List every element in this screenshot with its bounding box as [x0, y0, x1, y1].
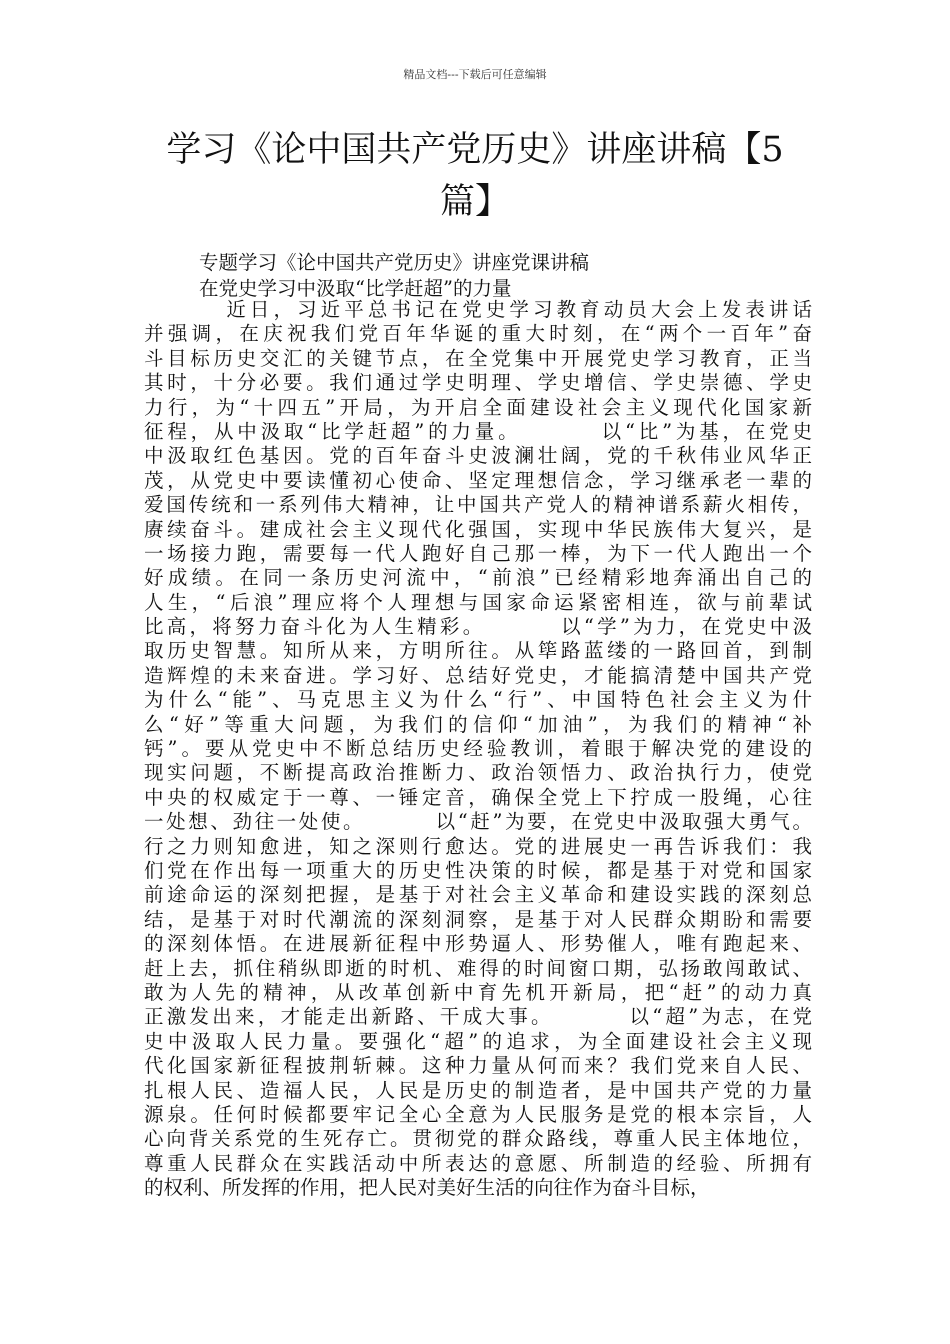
body-line: 现实问题，不断提高政治推断力、政治领悟力、政治执行力，使党 [144, 761, 812, 785]
body-line: 钙”。要从党史中不断总结历史经验教训，着眼于解决党的建设的 [144, 737, 812, 761]
body-line: 中汲取红色基因。党的百年奋斗史波澜壮阔，党的千秋伟业风华正 [144, 444, 812, 468]
body-line: 赶上去，抓住稍纵即逝的时机、难得的时间窗口期，弘扬敢闯敢试、 [144, 956, 812, 980]
body-line: 史中汲取人民力量。要强化“超”的追求，为全面建设社会主义现 [144, 1029, 812, 1053]
body-line: 人生，“后浪”理应将个人理想与国家命运紧密相连，欲与前辈试 [144, 590, 812, 614]
body-line: 征程，从中汲取“比学赶超”的力量。 以“比”为基，在党史 [144, 419, 812, 443]
subtitle-lecture: 专题学习《论中国共产党历史》讲座党课讲稿 [199, 251, 590, 274]
body-line: 们党在作出每一项重大的历史性决策的时候，都是基于对党和国家 [144, 858, 812, 882]
document-title [150, 124, 800, 228]
body-line: 比高，将努力奋斗化为人生精彩。 以“学”为力，在党史中汲 [144, 615, 812, 639]
body-line: 好成绩。在同一条历史河流中，“前浪”已经精彩地奔涌出自己的 [144, 566, 812, 590]
body-line: 力行，为“十四五”开局，为开启全面建设社会主义现代化国家新 [144, 395, 812, 419]
body-line: 行之力则知愈进，知之深则行愈达。党的进展史一再告诉我们：我 [144, 834, 812, 858]
page-header-note: 精品文档---下载后可任意编辑 [403, 68, 547, 81]
body-line: 赓续奋斗。建成社会主义现代化强国，实现中华民族伟大复兴，是 [144, 517, 812, 541]
title-line-1: 学习《论中国共产党历史》讲座讲稿【5 [166, 130, 784, 170]
body-line: 近日，习近平总书记在党史学习教育动员大会上发表讲话 [144, 298, 812, 321]
body-line: 造辉煌的未来奋进。学习好、总结好党史，才能搞清楚中国共产党 [144, 663, 812, 687]
body-line: 心向背关系党的生死存亡。贯彻党的群众路线，尊重人民主体地位， [144, 1127, 812, 1151]
body-line: 前途命运的深刻把握，是基于对社会主义革命和建设实践的深刻总 [144, 883, 812, 907]
body-line: 茂，从党史中要读懂初心使命、坚定理想信念，学习继承老一辈的 [144, 468, 812, 492]
body-line: 尊重人民群众在实践活动中所表达的意愿、所制造的经验、所拥有 [144, 1151, 812, 1175]
body-line: 中央的权威定于一尊、一锤定音，确保全党上下拧成一股绳，心往 [144, 785, 812, 809]
title-line-2: 篇】 [439, 182, 510, 222]
body-line: 斗目标历史交汇的关键节点，在全党集中开展党史学习教育，正当 [144, 346, 812, 370]
body-line: 代化国家新征程披荆斩棘。这种力量从何而来？我们党来自人民、 [144, 1054, 812, 1078]
body-line: 源泉。任何时候都要牢记全心全意为人民服务是党的根本宗旨，人 [144, 1102, 812, 1126]
subtitle-theme: 在党史学习中汲取“比学赶超”的力量 [199, 277, 512, 300]
body-line: 么“好”等重大问题，为我们的信仰“加油”，为我们的精神“补 [144, 712, 812, 736]
body-line: 结，是基于对时代潮流的深刻洞察，是基于对人民群众期盼和需要 [144, 907, 812, 931]
body-line: 为什么“能”、马克思主义为什么“行”、中国特色社会主义为什 [144, 688, 812, 712]
body-line: 其时，十分必要。我们通过学史明理、学史增信、学史崇德、学史 [144, 371, 812, 395]
body-line: 扎根人民、造福人民，人民是历史的制造者，是中国共产党的力量 [144, 1078, 812, 1102]
body-line: 取历史智慧。知所从来，方明所往。从筚路蓝缕的一路回首，到制 [144, 639, 812, 663]
body-text [144, 298, 812, 1200]
body-line: 正激发出来，才能走出新路、干成大事。 以“超”为志，在党 [144, 1005, 812, 1029]
body-line: 一处想、劲往一处使。 以“赶”为要，在党史中汲取强大勇气。 [144, 810, 812, 834]
body-line: 并强调，在庆祝我们党百年华诞的重大时刻，在“两个一百年”奋 [144, 322, 812, 346]
body-line: 的深刻体悟。在进展新征程中形势逼人、形势催人，唯有跑起来、 [144, 932, 812, 956]
body-line: 爱国传统和一系列伟大精神，让中国共产党人的精神谱系薪火相传， [144, 493, 812, 517]
body-line: 一场接力跑，需要每一代人跑好自己那一棒，为下一代人跑出一个 [144, 541, 812, 565]
body-line: 敢为人先的精神，从改革创新中育先机开新局，把“赶”的动力真 [144, 980, 812, 1004]
body-line: 的权利、所发挥的作用，把人民对美好生活的向往作为奋斗目标， [144, 1176, 710, 1200]
